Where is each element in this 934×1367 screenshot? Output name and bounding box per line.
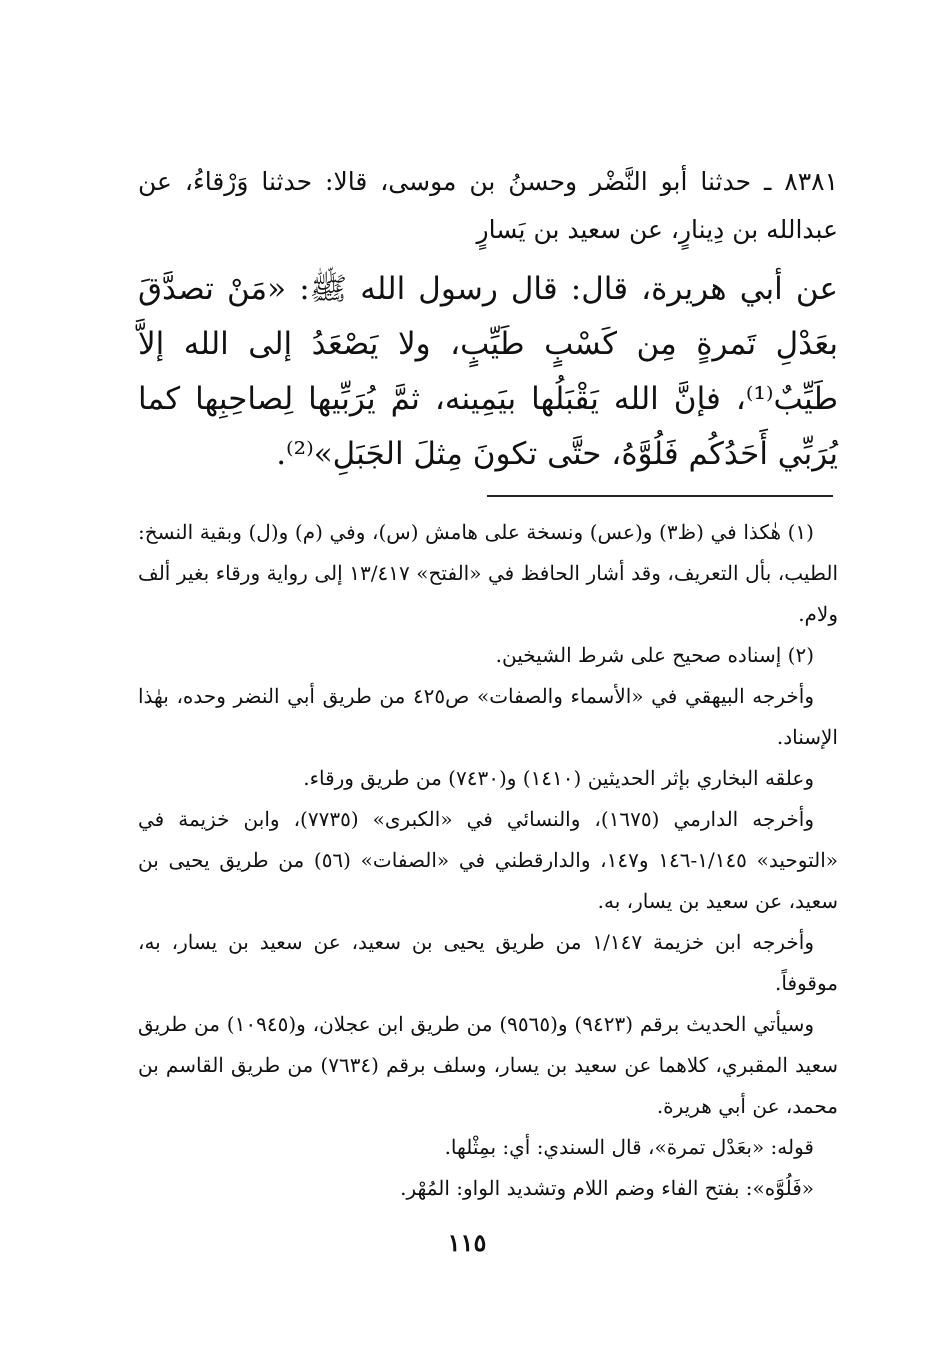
footnote-paragraph: وأخرجه البيهقي في «الأسماء والصفات» ص٤٢٥ من طريق أبي النضر وحده، بهٰذا الإسناد. xyxy=(138,684,838,749)
footnote-separator xyxy=(487,495,833,497)
footnote-paragraph: وأخرجه الدارمي (١٦٧٥)، والنسائي في «الكبرى» (٧٧٣٥)، وابن خزيمة في «التوحيد» ١/١٤٥-١٤٦ و١٤٧، والدارقطني في «الصفات» (٥٦) من طريق يحيى بن سعيد، عن سعيد بن يسار، به. xyxy=(138,807,839,913)
hadith-matn xyxy=(138,262,838,482)
footnotes xyxy=(138,512,838,1209)
footnote-2: (٢) إسناده صحيح على شرط الشيخين. xyxy=(495,643,814,667)
hadith-isnad xyxy=(138,158,838,254)
footnote-paragraph: وعلقه البخاري بإثر الحديثين (١٤١٠) و(٧٤٣٠) من طريق ورقاء. xyxy=(303,766,814,790)
footnote-1: (١) هٰكذا في (ظ٣) و(عس) ونسخة على هامش (س)، وفي (م) و(ل) وبقية النسخ: الطيب، بأل التعريف، وقد أشار الحافظ في «الفتح» ١٣/٤١٧ إلى رواية ورقاء بغير ألف ولام. xyxy=(138,520,838,626)
footnote-paragraph: «فَلُوَّه»: بفتح الفاء وضم اللام وتشديد الواو: المُهْر. xyxy=(400,1176,814,1200)
page-number: ١١٥ xyxy=(447,1228,487,1257)
footnote-paragraph: قوله: «بعَدْل تمرة»، قال السندي: أي: بمِثْلها. xyxy=(444,1135,814,1159)
footnote-paragraph: وسيأتي الحديث برقم (٩٤٢٣) و(٩٥٦٥) من طريق ابن عجلان، و(١٠٩٤٥) من طريق سعيد المقبري، كلاهما عن سعيد بن يسار، وسلف برقم (٧٦٣٤) من طريق القاسم بن محمد، عن أبي هريرة. xyxy=(138,1012,839,1118)
isnad-text: ٨٣٨١ ـ حدثنا أبو النَّضْر وحسنُ بن موسى، قالا: حدثنا وَرْقاءُ، عن عبدالله بن دِينارٍ، عن سعيد بن يَسارٍ xyxy=(138,167,838,244)
footnote-paragraph: وأخرجه ابن خزيمة ١/١٤٧ من طريق يحيى بن سعيد، عن سعيد بن يسار، به، موقوفاً. xyxy=(138,930,838,995)
matn-text: عن أبي هريرة، قال: قال رسول الله ﷺ: «مَنْ تصدَّقَ بعَدْلِ تَمرةٍ مِن كَسْبٍ طَيِّبٍ، ولا يَصْعَدُ إلى الله إلاَّ طَيِّبٌ⁽¹⁾، فإنَّ الله يَقْبَلُها بيَمِينه، ثمَّ يُرَبِّيها لِصاحِبِها كما يُرَبِّي أَحَدُكُم فَلُوَّهُ، حتَّى تكونَ مِثلَ الجَبَلِ»⁽²⁾. xyxy=(138,271,838,472)
